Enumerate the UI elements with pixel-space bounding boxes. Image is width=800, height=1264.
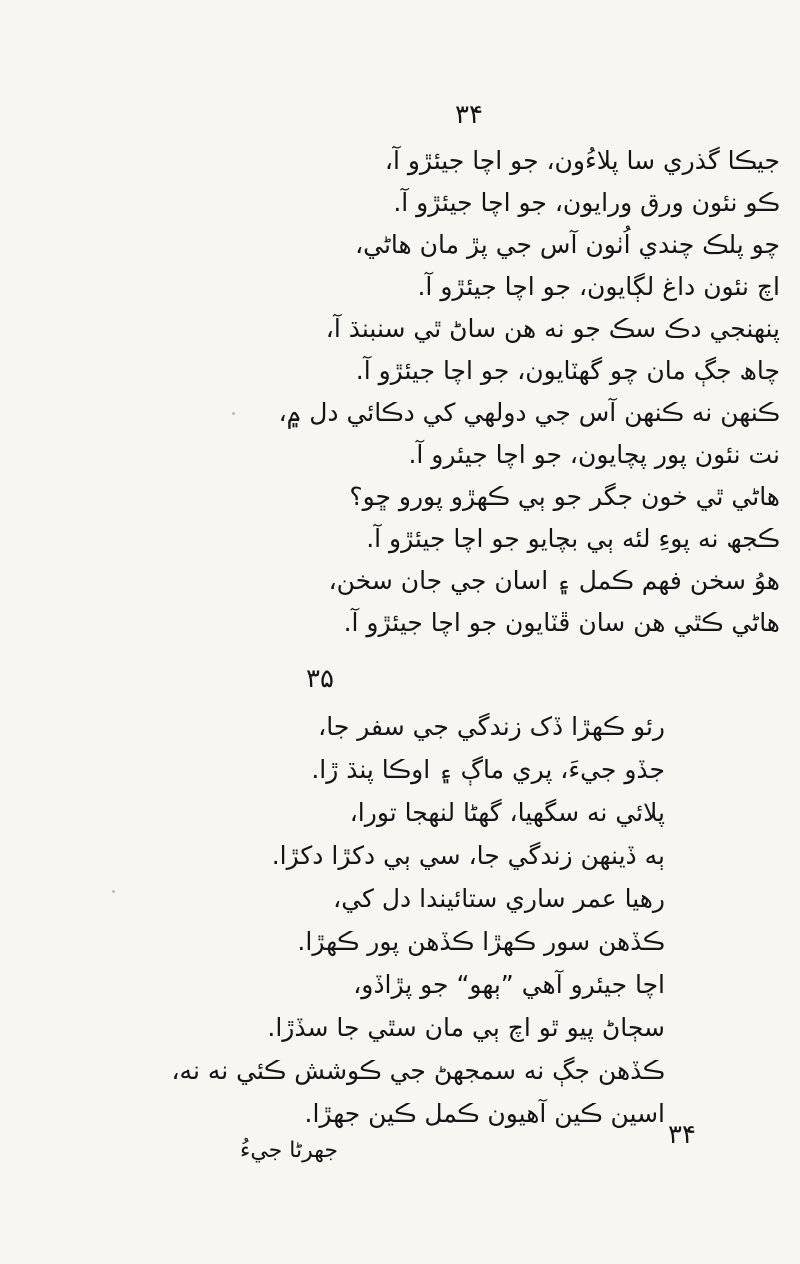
footer-note: جهرڻا جيءُ: [240, 1138, 338, 1163]
poem-line: نت نئون پور پچايون، جو اچا جيئرو آ.: [408, 440, 780, 469]
poem-line: اچ نئون داغ لڳايون، جو اچا جيئڙو آ.: [417, 272, 780, 301]
poem-line: پلائي نه سگهيا، گهڻا لنهجا تورا،: [349, 798, 665, 827]
poem-line: هاڻي ٿي خون جگر جو ٻي ڪهڙو پورو ڇو؟: [349, 482, 780, 511]
poem-line: رهيا عمر ساري ستائيندا دل کي،: [333, 884, 665, 913]
poem-line: جڏو جيءَ، پري ماڳ ۽ اوڪا پنڌ ڙا.: [311, 755, 665, 784]
poem-line: ڪنهن نه ڪنهن آس جي دولهي کي دڪائي دل ۾،: [278, 398, 780, 427]
poem-line: رئو ڪهڙا ڏک زندگي جي سفر جا،: [318, 712, 665, 741]
poem-line: هاڻي ڪٿي هن سان ڦٽايون جو اچا جيئڙو آ.: [343, 608, 780, 637]
poem-stanza-1: [225, 140, 780, 644]
poem-line: ڪجھ نه پوءِ لئه ٻي بچايو جو اچا جيئڙو آ.: [366, 524, 780, 553]
poem-line: اسين ڪين آهيون ڪمل ڪين جهڙا.: [304, 1099, 665, 1128]
poem-line: ڪڏهن جڳ نه سمجهڻ جي ڪوشش ڪئي نه نه،: [171, 1056, 665, 1085]
poem-line: اچا جيئرو آهي ”ٻهو“ جو پڙاڏو،: [353, 970, 665, 999]
poem-line: جيڪا گذري سا پلاءُون، جو اچا جيئڙو آ،: [384, 146, 780, 175]
poem-line: پنهنجي دڪ سڪ جو نه هن ساڻ ٿي سنبنڌ آ،: [325, 314, 780, 343]
bottom-page-number: ۳۴: [668, 1120, 696, 1150]
poem-line: ڪو نئون ورق ورايون، جو اچا جيئڙو آ.: [393, 188, 780, 217]
print-speck: [232, 412, 235, 415]
poem-line: سڄاڻ پيو ٿو اچ ٻي مان سٿي جا سڏڙا.: [267, 1013, 665, 1042]
poem-line: ٻه ڏينهن زندگي جا، سي ٻي دکڙا دکڙا.: [271, 841, 665, 870]
poem-line: چاھ جڳ مان چو گهٽايون، جو اچا جيئڙو آ.: [355, 356, 780, 385]
top-page-number: ۳۴: [455, 100, 483, 130]
print-speck: [112, 890, 115, 893]
mid-page-number: ۳۵: [306, 664, 334, 694]
poem-line: ڪڏهن سور ڪهڙا ڪڏهن پور ڪهڙا.: [297, 927, 665, 956]
poem-line: چو پلڪ چندي اُٺون آس جي پڙ مان هاڻي،: [355, 230, 780, 259]
poem-line: هوُ سخن فهم ڪمل ۽ اسان جي جان سخن،: [328, 566, 780, 595]
poem-stanza-2: [100, 705, 665, 1135]
